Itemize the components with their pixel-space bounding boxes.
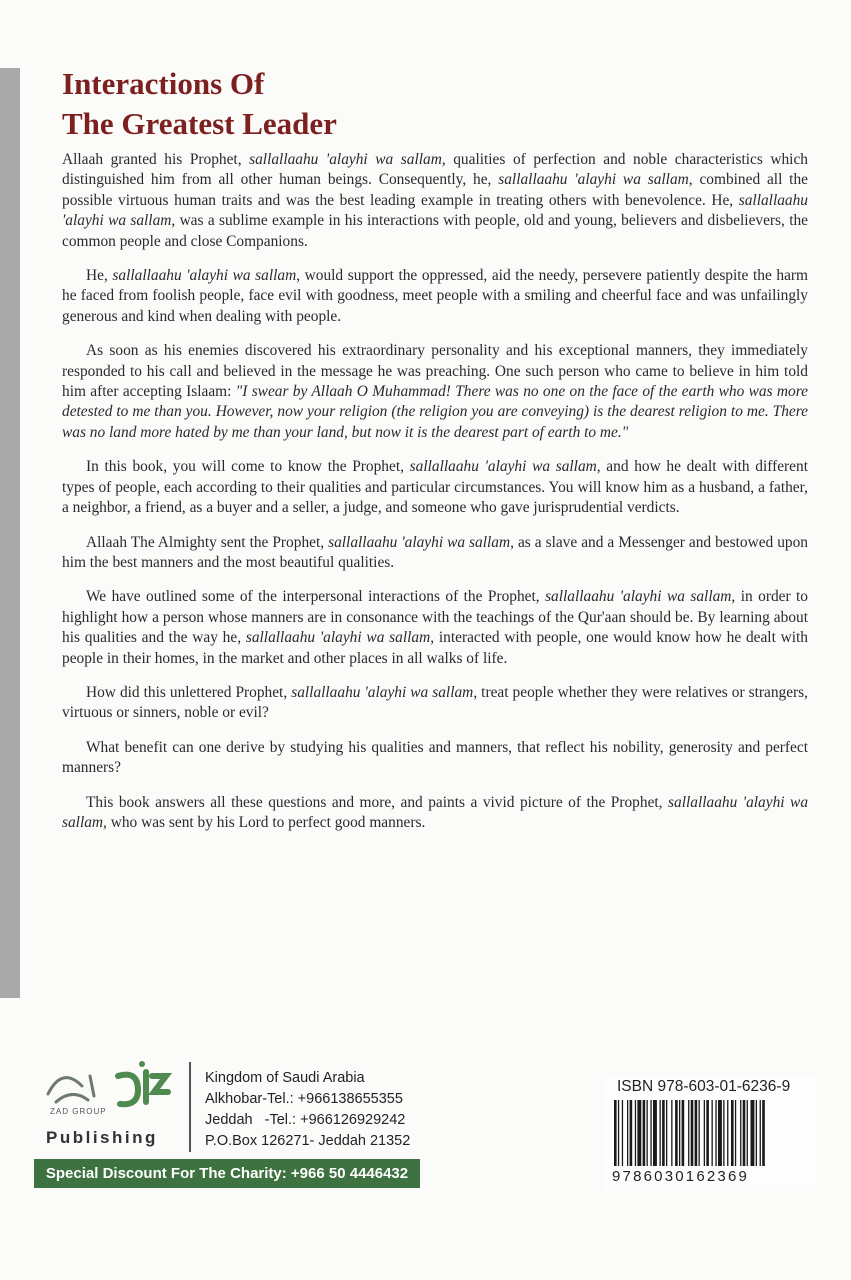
- italic-phrase: sallallaahu 'alayhi wa sallam: [62, 191, 808, 230]
- barcode-bar: [688, 1100, 689, 1166]
- contact-pobox: P.O.Box 126271- Jeddah 21352: [205, 1133, 411, 1149]
- barcode-bar: [718, 1100, 722, 1166]
- text-run: , combined all the possible virtuous human traits and was the best leading example in treating others with benevolence. He,: [62, 171, 808, 209]
- text-run: , qualities of perfection and noble characteristics which distinguished him from all other human beings. Consequently, he,: [62, 151, 808, 189]
- italic-phrase: sallallaahu 'alayhi wa sallam: [291, 683, 474, 701]
- barcode-bar: [618, 1100, 619, 1166]
- title-line-1: Interactions Of: [62, 66, 265, 101]
- barcode-bar: [760, 1100, 761, 1166]
- text-run: Allaah The Almighty sent the Prophet,: [86, 533, 329, 551]
- barcode-bar: [712, 1100, 713, 1166]
- barcode-bar: [666, 1100, 667, 1166]
- body-paragraph: [62, 266, 808, 327]
- text-run: What benefit can one derive by studying his qualities and manners, that reflect his nobility, generosity and perfect manners?: [62, 738, 808, 777]
- barcode-bar: [671, 1100, 672, 1166]
- italic-phrase: "I swear by Allaah O Muhammad! There was no one on the face of the earth who was more detested to me than you. However, now your religion (the religion you are conveying) is the dearest religion to me. There was no land more hated by me than your land, but now it is the dearest part of earth to me.": [62, 383, 808, 441]
- blurb-text: [62, 150, 808, 847]
- barcode-bar: [630, 1100, 633, 1166]
- body-paragraph: [62, 587, 808, 669]
- italic-phrase: sallallaahu 'alayhi wa sallam: [249, 151, 442, 168]
- text-run: As soon as his enemies discovered his extraordinary personality and his exceptional manners, they immediately responded to his call and believed in the message he was preaching. One such person who came to believe in him told him after accepting Islaam:: [62, 342, 808, 401]
- italic-phrase: sallallaahu 'alayhi wa sallam: [328, 533, 511, 551]
- isbn-label: ISBN 978-603-01-6236-9: [617, 1078, 791, 1095]
- barcode-bar: [699, 1100, 700, 1166]
- barcode-bar: [627, 1100, 628, 1166]
- barcode-bar: [731, 1100, 734, 1166]
- italic-phrase: sallallaahu 'alayhi wa sallam: [545, 588, 732, 606]
- body-paragraph: [62, 683, 808, 724]
- barcode: [612, 1100, 808, 1166]
- text-run: , who was sent by his Lord to perfect good manners.: [103, 813, 426, 831]
- body-paragraph: [62, 457, 808, 518]
- body-paragraph: [62, 533, 808, 574]
- barcode-bar: [662, 1100, 665, 1166]
- italic-phrase: sallallaahu 'alayhi wa sallam: [245, 629, 431, 647]
- barcode-bar: [735, 1100, 736, 1166]
- barcode-bar: [751, 1100, 755, 1166]
- barcode-bar: [756, 1100, 757, 1166]
- barcode-bar: [704, 1100, 705, 1166]
- barcode-bar: [660, 1100, 661, 1166]
- book-title: [62, 64, 337, 144]
- barcode-bar: [614, 1100, 617, 1166]
- barcode-bar: [723, 1100, 724, 1166]
- barcode-bar: [743, 1100, 746, 1166]
- barcode-bar: [762, 1100, 765, 1166]
- barcode-bar: [695, 1100, 698, 1166]
- body-paragraph: [62, 341, 808, 443]
- charity-banner: Special Discount For The Charity: +966 50 4446432: [34, 1159, 420, 1188]
- barcode-bar: [647, 1100, 648, 1166]
- zad-group-logo-icon: [42, 1056, 174, 1116]
- body-paragraph: [62, 793, 808, 834]
- text-run: How did this unlettered Prophet,: [86, 683, 292, 701]
- barcode-bar: [747, 1100, 748, 1166]
- publisher-contact: [205, 1068, 410, 1152]
- italic-phrase: sallallaahu 'alayhi wa sallam: [62, 793, 809, 831]
- barcode-bar: [650, 1100, 651, 1166]
- italic-phrase: sallallaahu 'alayhi wa sallam: [112, 267, 297, 285]
- barcode-digits: 9786030162369: [612, 1168, 750, 1185]
- barcode-bar: [682, 1100, 685, 1166]
- barcode-bar: [622, 1100, 623, 1166]
- title-line-2: The Greatest Leader: [62, 106, 337, 141]
- text-run: , treat people whether they were relatives or strangers, virtuous or sinners, noble or evil?: [62, 683, 809, 722]
- barcode-bar: [740, 1100, 741, 1166]
- text-run: , was a sublime example in his interactions with people, old and young, believers and disbelievers, the common people and close Companions.: [62, 212, 809, 250]
- text-run: This book answers all these questions and more, and paints a vivid picture of the Prophet,: [86, 793, 669, 811]
- spine-bar: [0, 68, 20, 998]
- barcode-bar: [675, 1100, 678, 1166]
- contact-country: Kingdom of Saudi Arabia: [205, 1070, 365, 1086]
- barcode-bar: [635, 1100, 636, 1166]
- contact-alkhobar: Alkhobar-Tel.: +966138655355: [205, 1091, 403, 1107]
- barcode-bar: [727, 1100, 728, 1166]
- text-run: He,: [86, 267, 113, 285]
- barcode-bar: [706, 1100, 709, 1166]
- body-paragraph: [62, 738, 808, 779]
- logo-subtext: ZAD GROUP: [50, 1107, 107, 1116]
- italic-phrase: sallallaahu 'alayhi wa sallam: [409, 458, 597, 476]
- text-run: We have outlined some of the interpersonal interactions of the Prophet,: [86, 588, 546, 606]
- divider: [189, 1062, 191, 1152]
- text-run: , in order to highlight how a person whose manners are in consonance with the teachings of the Qur'aan should be. By learning about his qualities and the way he,: [62, 588, 809, 647]
- barcode-bar: [643, 1100, 646, 1166]
- contact-jeddah: Jeddah -Tel.: +966126929242: [205, 1112, 406, 1128]
- text-run: , would support the oppressed, aid the needy, persevere patiently despite the harm he faced from foolish people, face evil with goodness, meet people with a smiling and cheerful face and was unfailingly generous and kind when dealing with people.: [62, 267, 808, 325]
- body-paragraph: [62, 150, 808, 252]
- barcode-bar: [637, 1100, 641, 1166]
- text-run: In this book, you will come to know the Prophet,: [86, 458, 410, 476]
- publishing-label: Publishing: [46, 1128, 158, 1147]
- text-run: , as a slave and a Messenger and bestowed upon him the best manners and the most beautiful qualities.: [62, 533, 809, 571]
- barcode-bar: [691, 1100, 694, 1166]
- text-run: , and how he dealt with different types of people, each according to their qualities and particular circumstances. You will know him as a husband, a father, a neighbor, a friend, as a buyer and a seller, a judge, and someone who gave jurisprudential verdicts.: [62, 458, 808, 517]
- italic-phrase: sallallaahu 'alayhi wa sallam: [498, 171, 689, 189]
- barcode-bar: [715, 1100, 716, 1166]
- barcode-bar: [679, 1100, 680, 1166]
- text-run: Allaah granted his Prophet,: [62, 151, 250, 168]
- barcode-bar: [653, 1100, 657, 1166]
- text-run: , interacted with people, one would know how he dealt with people in their homes, in the market and other places in all walks of life.: [62, 629, 809, 667]
